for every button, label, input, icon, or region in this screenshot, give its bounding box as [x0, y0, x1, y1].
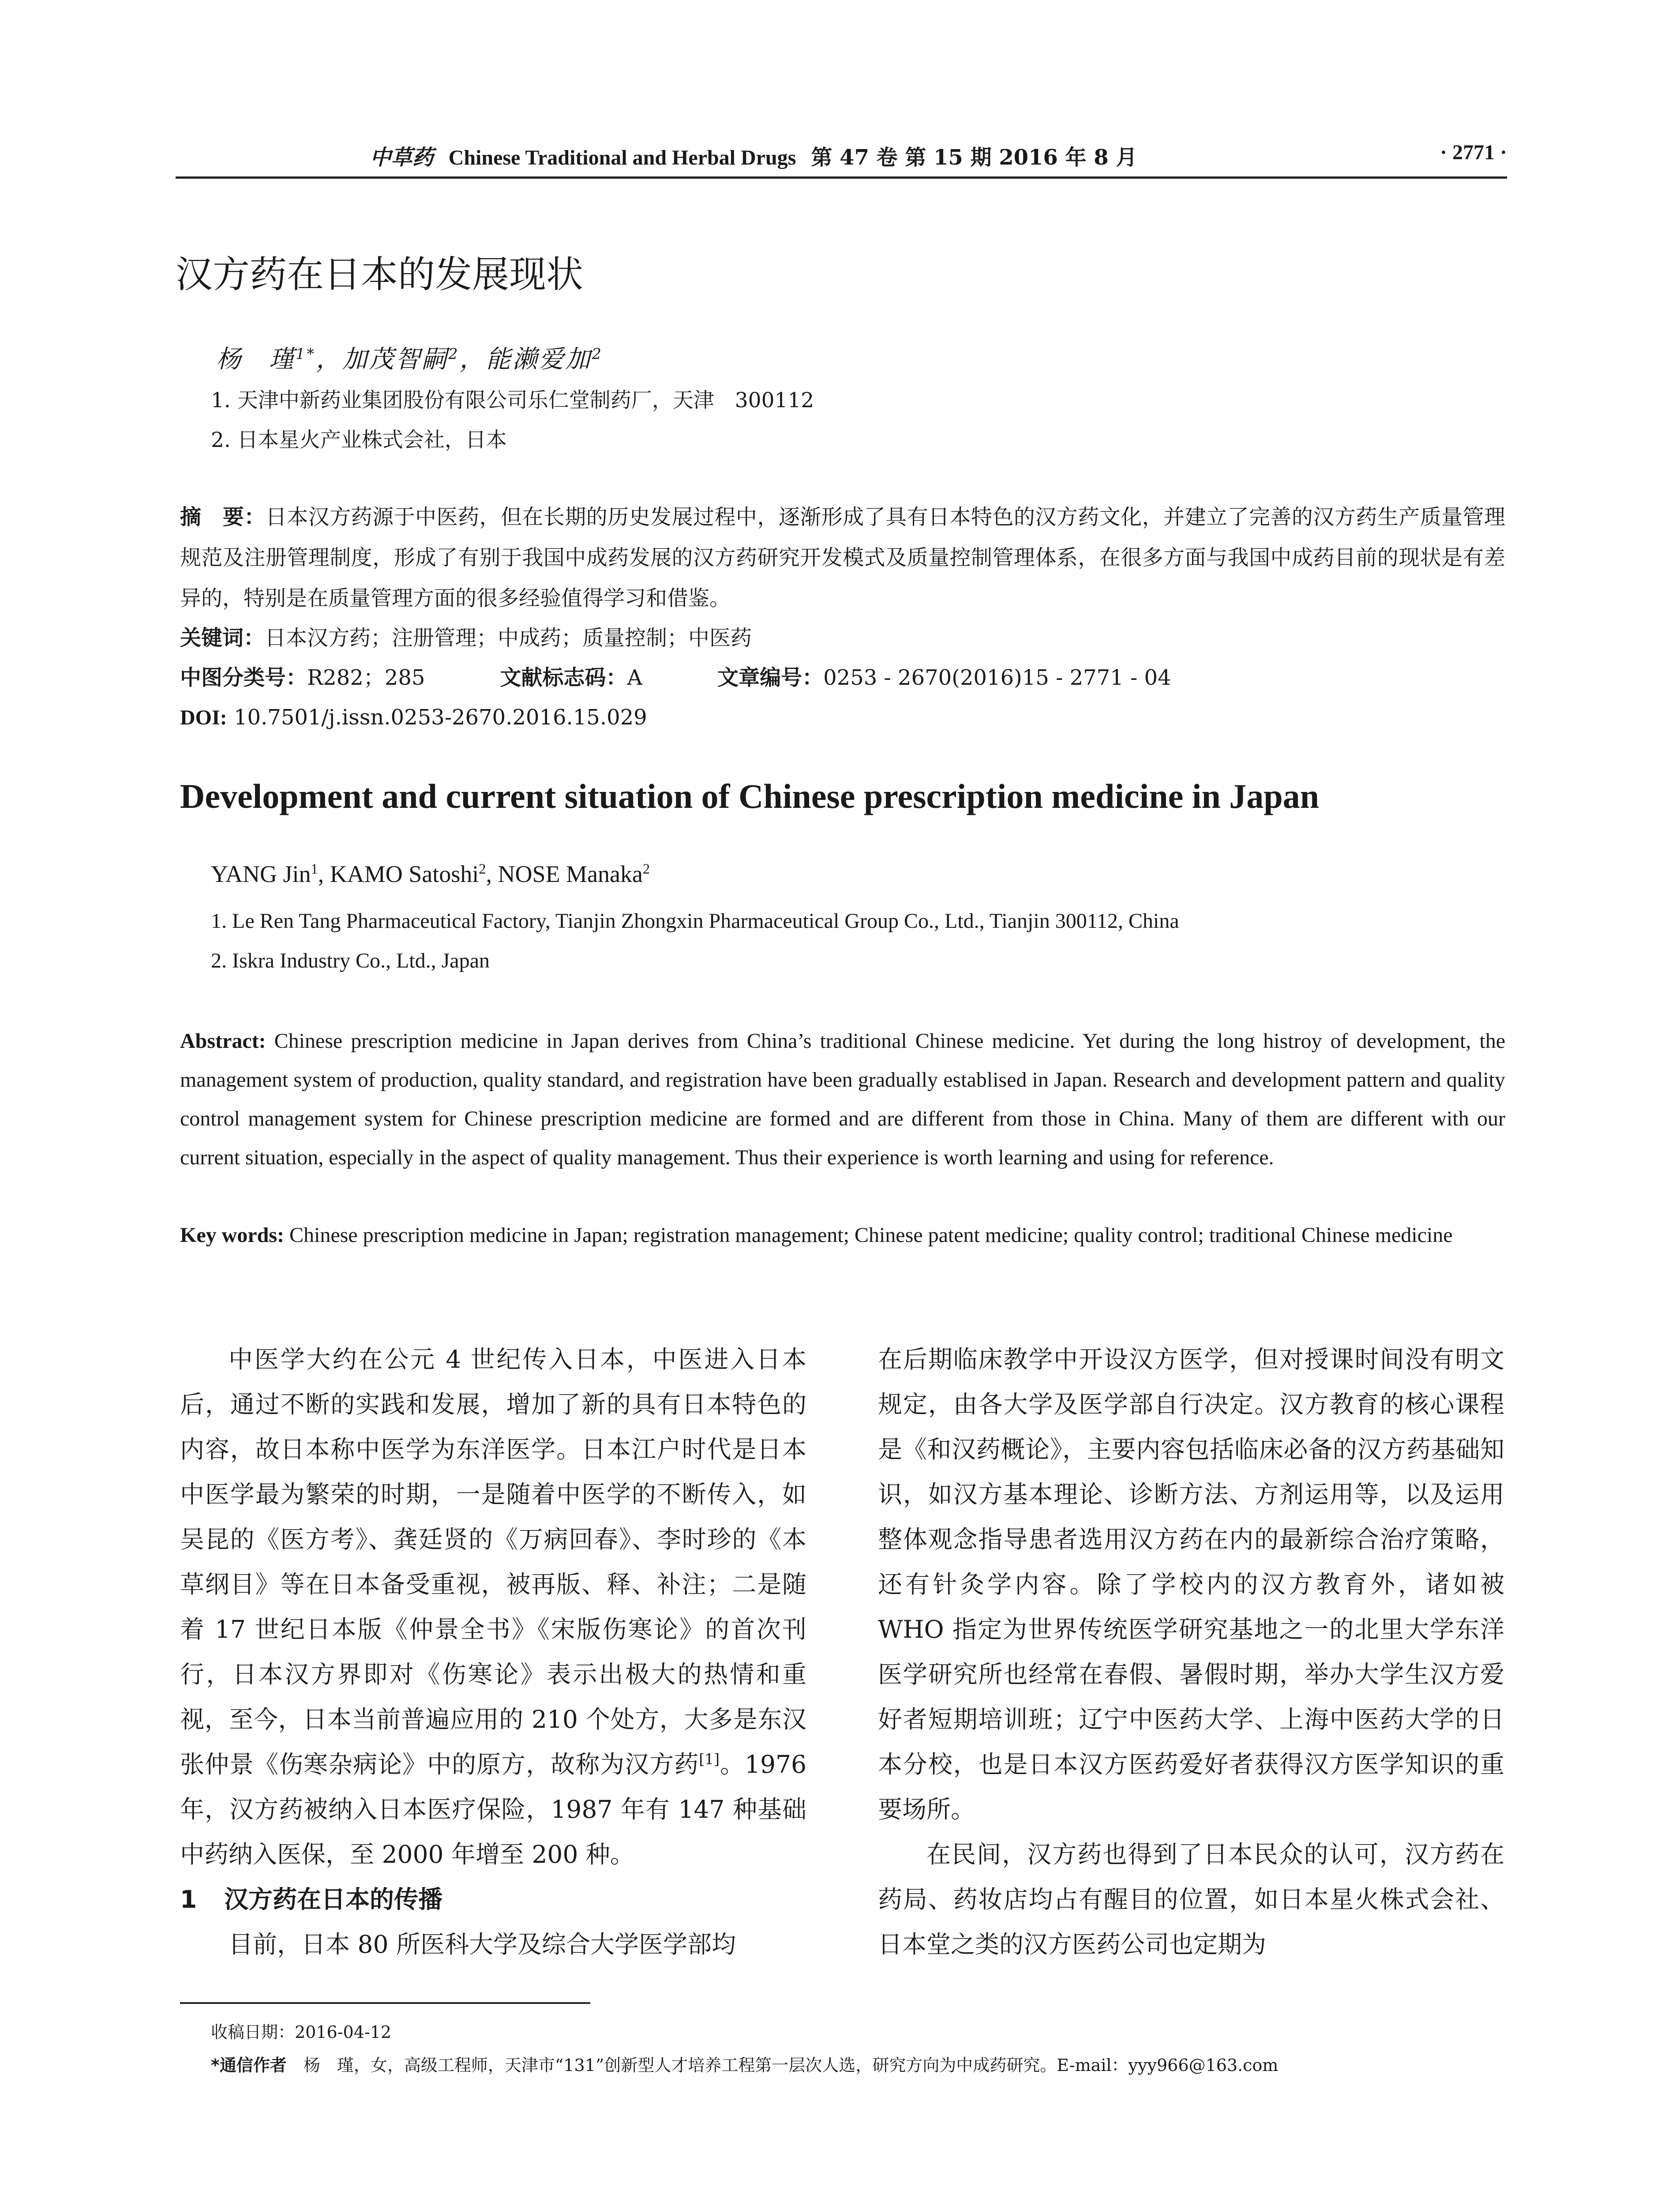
author-1-en-mark: 1	[311, 861, 318, 877]
body-paragraph	[878, 1337, 1504, 1832]
affiliation-en-2: 2. Iskra Industry Co., Ltd., Japan	[211, 949, 490, 972]
author-2-en: KAMO Satoshi	[330, 861, 479, 887]
author-separator: ，	[316, 345, 343, 374]
body-paragraph	[878, 1832, 1504, 1967]
affiliation-en-1: 1. Le Ren Tang Pharmaceutical Factory, Tianjin Zhongxin Pharmaceutical Group Co., Ltd., Tianjin 300112, China	[211, 909, 1179, 933]
article-no-value: 0253 - 2670(2016)15 - 2771 - 04	[823, 665, 1171, 690]
journal-brand: 中草药	[370, 145, 434, 170]
body-paragraph	[180, 1922, 806, 1967]
abstract-cn-label: 摘 要：	[180, 505, 266, 529]
corresponding-author-label: *通信作者	[211, 2056, 287, 2075]
keywords-en-text: Chinese prescription medicine in Japan; registration management; Chinese patent medicine; quality control; traditional Chinese medicine	[289, 1223, 1453, 1247]
author-3-cn: 能濑爱加	[486, 345, 592, 374]
body-column-left	[180, 1337, 806, 1967]
body-paragraph	[180, 1337, 806, 1877]
keywords-cn	[180, 618, 1505, 658]
author-3-en: NOSE Manaka	[498, 861, 643, 887]
author-2-en-mark: 2	[479, 861, 486, 877]
article-title-cn: 汉方药在日本的发展现状	[176, 253, 584, 296]
affiliation-cn-1: 1. 天津中新药业集团股份有限公司乐仁堂制药厂，天津 300112	[211, 388, 814, 413]
keywords-cn-label: 关键词：	[180, 626, 265, 650]
clc-label: 中图分类号：	[180, 665, 308, 690]
page-number: · 2771 ·	[1440, 141, 1507, 164]
abstract-cn-text: 日本汉方药源于中医药，但在长期的历史发展过程中，逐渐形成了具有日本特色的汉方药文化，并建立了完善的汉方药生产质量管理规范及注册管理制度，形成了有别于我国中成药发展的汉方药研究开发模式及质量控制管理体系，在很多方面与我国中成药目前的现状是有差异的，特别是在质量管理方面的很多经验值得学习和借鉴。	[180, 505, 1505, 611]
doc-code-label: 文献标志码：	[500, 665, 627, 690]
author-1-affiliation-mark: 1*	[296, 345, 316, 363]
body-text: 在后期临床教学中开设汉方医学，但对授课时间没有明文规定，由各大学及医学部自行决定。汉方教育的核心课程是《和汉药概论》，主要内容包括临床必备的汉方药基础知识，如汉方基本理论、诊断方法、方剂运用等，以及运用整体观念指导患者选用汉方药在内的最新综合治疗策略，还有针灸学内容。除了学校内的汉方教育外，诸如被 WHO 指定为世界传统医学研究基地之一的北里大学东洋医学研究所也经常在春假、暑假时期，举办大学生汉方爱好者短期培训班；辽宁中医药大学、上海中医药大学的日本分校，也是日本汉方医药爱好者获得汉方医学知识的重要场所。	[878, 1345, 1504, 1823]
author-2-affiliation-mark: 2	[448, 345, 460, 363]
section-heading	[180, 1877, 806, 1922]
body-text: 。1976 年，汉方药被纳入日本医疗保险，1987 年有 147 种基础中药纳入医保，至 2000 年增至 200 种。	[180, 1750, 806, 1868]
body-column-right	[878, 1337, 1504, 1967]
clc-value: R282；285	[307, 665, 425, 690]
abstract-en	[180, 1022, 1505, 1177]
section-number: 1	[180, 1885, 197, 1913]
doi-line	[180, 697, 1505, 738]
body-text: 在民间，汉方药也得到了日本民众的认可，汉方药在药局、药妆店均占有醒目的位置，如日本星火株式会社、日本堂之类的汉方医药公司也定期为	[878, 1840, 1504, 1958]
article-no-label: 文章编号：	[717, 665, 824, 690]
keywords-en	[180, 1216, 1505, 1255]
author-separator: ,	[318, 861, 330, 887]
running-header	[176, 140, 1331, 171]
received-date: 收稿日期：2016-04-12	[211, 2022, 392, 2042]
body-text: 中医学大约在公元 4 世纪传入日本，中医进入日本后，通过不断的实践和发展，增加了新的具有日本特色的内容，故日本称中医学为东洋医学。日本江户时代是日本中医学最为繁荣的时期，一是随着中医学的不断传入，如吴昆的《医方考》、龚廷贤的《万病回春》、李时珍的《本草纲目》等在日本备受重视，被再版、释、补注；二是随着 17 世纪日本版《仲景全书》《宋版伤寒论》的首次刊行，日本汉方界即对《伤寒论》表示出极大的热情和重视，至今，日本当前普遍应用的 210 个处方，大多是东汉张仲景《伤寒杂病论》中的原方，故称为汉方药	[180, 1345, 806, 1778]
author-3-en-mark: 2	[642, 861, 650, 877]
article-title-en: Development and current situation of Chinese prescription medicine in Japan	[180, 777, 1319, 815]
author-3-affiliation-mark: 2	[592, 345, 603, 363]
classification-line	[180, 657, 1505, 698]
corresponding-author-text: 杨 瑾，女，高级工程师，天津市“131”创新型人才培养工程第一层次人选，研究方向为中成药研究。E-mail：yyy966@163.com	[303, 2056, 1279, 2075]
reference-citation[interactable]: [1]	[699, 1750, 720, 1768]
author-1-en: YANG Jin	[211, 861, 311, 887]
section-title: 汉方药在日本的传播	[224, 1885, 443, 1913]
author-separator: ，	[459, 345, 486, 374]
abstract-en-text: Chinese prescription medicine in Japan derives from China’s traditional Chinese medicine. Yet during the long histroy of development, the management system of production, quality standard, and registration have been gradually establised in Japan. Research and development pattern and quality control management system for Chinese prescription medicine are formed and are different from those in China. Many of them are different with our current situation, especially in the aspect of quality management. Thus their experience is worth learning and using for reference.	[180, 1029, 1505, 1169]
keywords-cn-text: 日本汉方药；注册管理；中成药；质量控制；中医药	[265, 626, 752, 650]
doi-label: DOI:	[180, 706, 227, 729]
keywords-en-label: Key words:	[180, 1223, 284, 1247]
authors-en	[211, 860, 650, 888]
corresponding-author-note	[211, 2052, 1278, 2076]
abstract-cn	[180, 497, 1505, 619]
authors-cn	[216, 340, 603, 375]
footnote-divider	[180, 2002, 590, 2004]
header-divider	[176, 176, 1507, 179]
doc-code-value: A	[627, 665, 643, 690]
journal-name-en: Chinese Traditional and Herbal Drugs	[448, 146, 796, 169]
author-2-cn: 加茂智嗣	[342, 345, 449, 374]
issue-info: 第 47 卷 第 15 期 2016 年 8 月	[811, 145, 1137, 170]
author-separator: ,	[486, 861, 498, 887]
body-text: 目前，日本 80 所医科大学及综合大学医学部均	[229, 1930, 736, 1958]
affiliation-cn-2: 2. 日本星火产业株式会社，日本	[211, 428, 507, 452]
author-1-cn: 杨 瑾	[216, 345, 296, 374]
doi-value[interactable]: 10.7501/j.issn.0253-2670.2016.15.029	[233, 705, 647, 730]
abstract-en-label: Abstract:	[180, 1029, 266, 1053]
